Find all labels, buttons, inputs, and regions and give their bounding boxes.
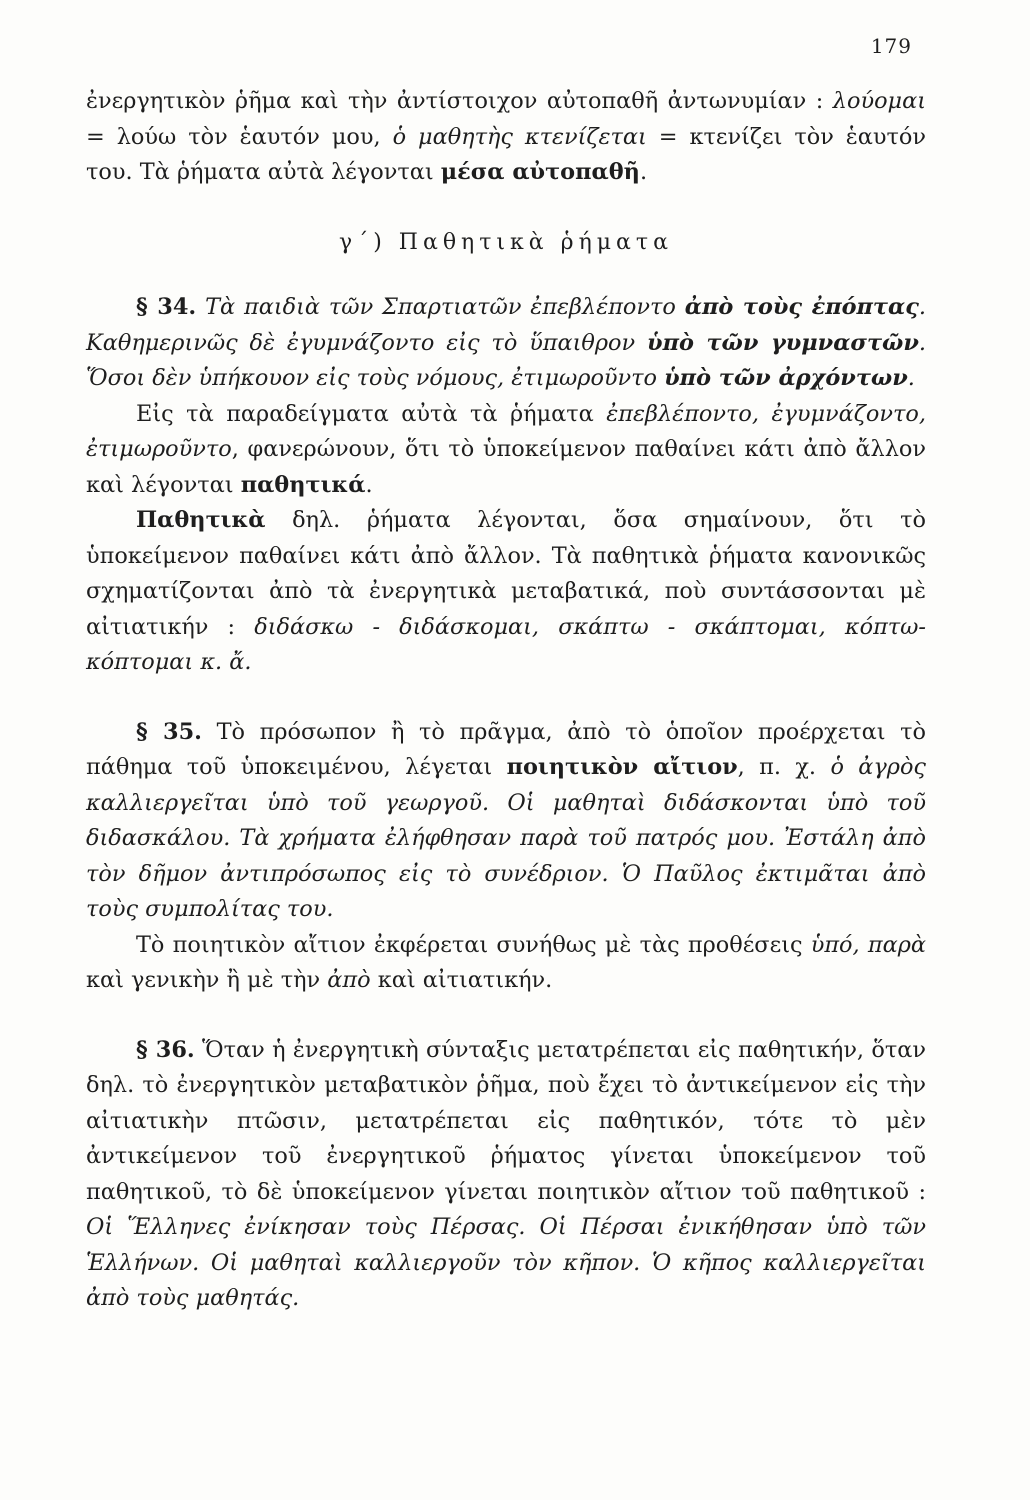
text: καὶ γενικὴν ἢ μὲ τὴν	[86, 967, 328, 993]
text: Τὸ πρόσωπον ἢ τὸ πρᾶγμα, ἀπὸ τὸ ὁποῖον προέρχεται τὸ πάθημα τοῦ ὑποκειμένου, λέγεται	[86, 718, 926, 780]
term: ὑπὸ τῶν ἀρχόντων	[664, 365, 908, 391]
paragraph-agent-prepositions	[86, 928, 926, 999]
text: .	[365, 471, 373, 498]
example: λούομαι	[832, 88, 926, 114]
section-number: § 34.	[136, 294, 197, 320]
term: ἀπὸ τοὺς ἐπόπτας	[684, 294, 919, 320]
paragraph-passive-definition	[86, 503, 926, 681]
page-number: 179	[870, 34, 912, 58]
example: ἀπὸ	[327, 967, 371, 993]
paragraph-reflexive	[86, 84, 926, 191]
section-36	[86, 1033, 926, 1317]
term: ποιητικὸν αἴτιον	[506, 754, 738, 780]
text: .	[639, 159, 648, 185]
example: Οἱ Ἕλληνες ἐνίκησαν τοὺς Πέρσας. Οἱ Πέρσαι ἐνικήθησαν ὑπὸ τῶν Ἑλλήνων. Οἱ μαθηταὶ καλλιεργοῦν τὸν κῆπον. Ὁ κῆπος καλλιεργεῖται ἀπὸ τοὺς μαθητάς.	[86, 1214, 926, 1311]
term: ὑπὸ τῶν γυμναστῶν	[647, 329, 919, 356]
text: Ὅταν ἡ ἐνεργητικὴ σύνταξις μετατρέπεται εἰς παθητικήν, ὅταν δηλ. τὸ ἐνεργητικὸν μεταβατικὸν ῥῆμα, ποὺ ἔχει τὸ ἀντικείμενον εἰς τὴν αἰτιατικὴν πτῶσιν, μετατρέπεται εἰς παθητικόν, τότε τὸ μὲν ἀντικείμενον τοῦ ἐνεργητικοῦ ῥήματος γίνεται ὑποκείμενον τοῦ παθητικοῦ, τὸ δὲ ὑποκείμενον γίνεται ποιητικὸν αἴτιον τοῦ παθητικοῦ :	[86, 1036, 926, 1205]
example: . Καθημερινῶς δὲ ἐγυμνάζοντο εἰς τὸ ὕπαιθρον	[86, 294, 926, 356]
term: Παθητικὰ	[136, 507, 266, 533]
example: . Ὅσοι δὲν ὑπήκουον εἰς τοὺς νόμους, ἐτιμωροῦντο	[86, 329, 926, 391]
text: = κτενίζει τὸν ἑαυτόν του. Τὰ ῥήματα αὐτὰ λέγονται	[86, 123, 927, 185]
example: ὑπό, παρὰ	[810, 931, 926, 958]
example: Τὰ παιδιὰ τῶν Σπαρτιατῶν ἐπεβλέποντο	[196, 294, 685, 320]
text: καὶ αἰτιατικήν.	[370, 967, 553, 993]
section-number: § 36.	[136, 1036, 195, 1063]
example: ὁ μαθητὴς κτενίζεται	[392, 123, 647, 150]
section-heading: γ΄) Παθητικὰ ῥήματα	[339, 229, 673, 255]
example: ἐπεβλέποντο, ἐγυμνάζοντο, ἐτιμωροῦντο	[86, 400, 927, 462]
example: ὁ ἀγρὸς καλλιεργεῖται ὑπὸ τοῦ γεωργοῦ. Οἱ μαθηταὶ διδάσκονται ὑπὸ τοῦ διδασκάλου. Τὰ χρήματα ἐλήφθησαν παρὰ τοῦ πατρός μου. Ἐστάλη ἀπὸ τὸν δῆμον ἀντιπρόσωπος εἰς τὸ συνέδριον. Ὁ Παῦλος ἐκτιμᾶται ἀπὸ τοὺς συμπολίτας του.	[86, 754, 926, 922]
text: ἐνεργητικὸν ῥῆμα καὶ τὴν ἀντίστοιχον αὐτοπαθῆ ἀντωνυμίαν :	[86, 88, 833, 114]
term: παθητικά	[240, 471, 366, 498]
text: = λούω τὸν ἑαυτόν μου,	[86, 123, 393, 150]
text: , π. χ.	[737, 754, 831, 780]
text: δηλ. ῥήματα λέγονται, ὅσα σημαίνουν, ὅτι τὸ ὑποκείμενον παθαίνει κάτι ἀπὸ ἄλλον. Τὰ παθητικὰ ῥήματα κανονικῶς σχηματίζονται ἀπὸ τὰ ἐνεργητικὰ μεταβατικά, ποὺ συντάσσονται μὲ αἰτιατικήν :	[86, 507, 926, 640]
page-body	[86, 84, 926, 1317]
example: διδάσκω - διδάσκομαι, σκάπτω - σκάπτομαι, κόπτω-κόπτομαι κ. ἄ.	[86, 613, 926, 675]
section-34	[86, 290, 926, 397]
text: , φανερώνουν, ὅτι τὸ ὑποκείμενον παθαίνει κάτι ἀπὸ ἄλλον καὶ λέγονται	[86, 436, 926, 498]
term: μέσα αὐτοπαθῆ	[440, 159, 640, 185]
example: .	[907, 365, 915, 391]
section-number: § 35.	[136, 718, 202, 745]
text: Τὸ ποιητικὸν αἴτιον ἐκφέρεται συνήθως μὲ τὰς προθέσεις	[136, 931, 811, 958]
section-35	[86, 715, 926, 928]
text: Εἰς τὰ παραδείγματα αὐτὰ τὰ ῥήματα	[136, 400, 607, 427]
paragraph-passive-examples	[86, 397, 926, 504]
